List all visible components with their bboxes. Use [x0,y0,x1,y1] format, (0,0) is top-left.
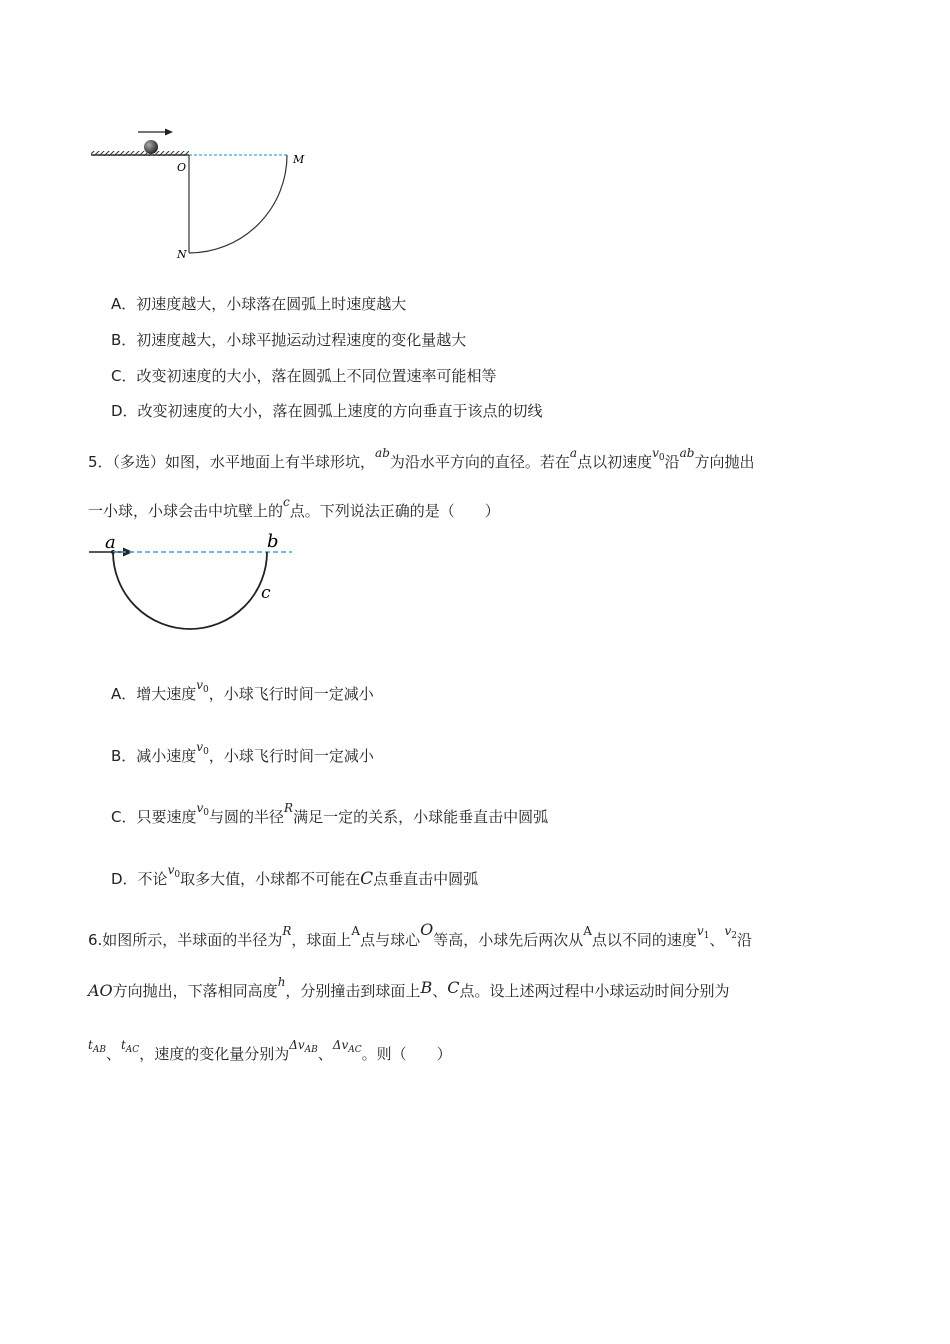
q6-stem-line1: 6.如图所示，半球面的半径为$^R$，球面上$^A$点与球心O等高，小球先后两次从$^A$点以不同的速度$^{v_1}$、$^{v_2}$沿 [88,920,752,949]
figure-ball-quarter-arc [85,120,315,265]
figure-hemispherical-pit [85,528,300,638]
q5-stem-line2: 一小球，小球会击中坑壁上的$^c$点。下列说法正确的是（ ） [88,495,500,520]
semicircle-pit [113,552,267,629]
q4-option-d[interactable]: D．改变初速度的大小，落在圆弧上速度的方向垂直于该点的切线 [111,402,543,420]
q5-option-b[interactable]: B．减小速度$^{v_0}$，小球飞行时间一定减小 [111,740,374,765]
q5-option-d[interactable]: D．不论$^{v_0}$取多大值，小球都不可能在C点垂直击中圆弧 [111,863,479,889]
q6-stem-line3: $^{t_{AB}}$、$^{t_{AC}}$，速度的变化量分别为$^{\Delta v_{AB}}$、$^{\Delta v_{AC}}$。则（ ） [88,1038,452,1063]
label-O: O [177,161,187,174]
q5-option-c[interactable]: C．只要速度$^{v_0}$与圆的半径$^R$满足一定的关系，小球能垂直击中圆弧 [111,801,549,826]
label-M: M [293,153,305,166]
q5-stem-line1: 5．（多选）如图，水平地面上有半球形坑，$^{ab}$为沿水平方向的直径。若在$^a$点以初速度$^{v_0}$沿$^{ab}$方向抛出 [88,446,755,471]
q6-stem-line2: AO方向抛出，下落相同高度$^h$，分别撞击到球面上B、C点。设上述两过程中小球运动时间分别为 [88,975,730,1000]
q5-option-a[interactable]: A．增大速度$^{v_0}$，小球飞行时间一定减小 [111,678,374,703]
label-N: N [177,248,187,261]
q4-option-c[interactable]: C．改变初速度的大小，落在圆弧上不同位置速率可能相等 [111,367,497,385]
ball [144,140,158,154]
label-b: b [267,531,279,552]
velocity-arrowhead [165,129,173,136]
label-a: a [105,532,116,553]
arc-MN [189,155,287,253]
q4-option-b[interactable]: B．初速度越大，小球平抛运动过程速度的变化量越大 [111,331,467,349]
label-c: c [261,583,271,603]
q4-option-a[interactable]: A．初速度越大，小球落在圆弧上时速度越大 [111,295,407,313]
